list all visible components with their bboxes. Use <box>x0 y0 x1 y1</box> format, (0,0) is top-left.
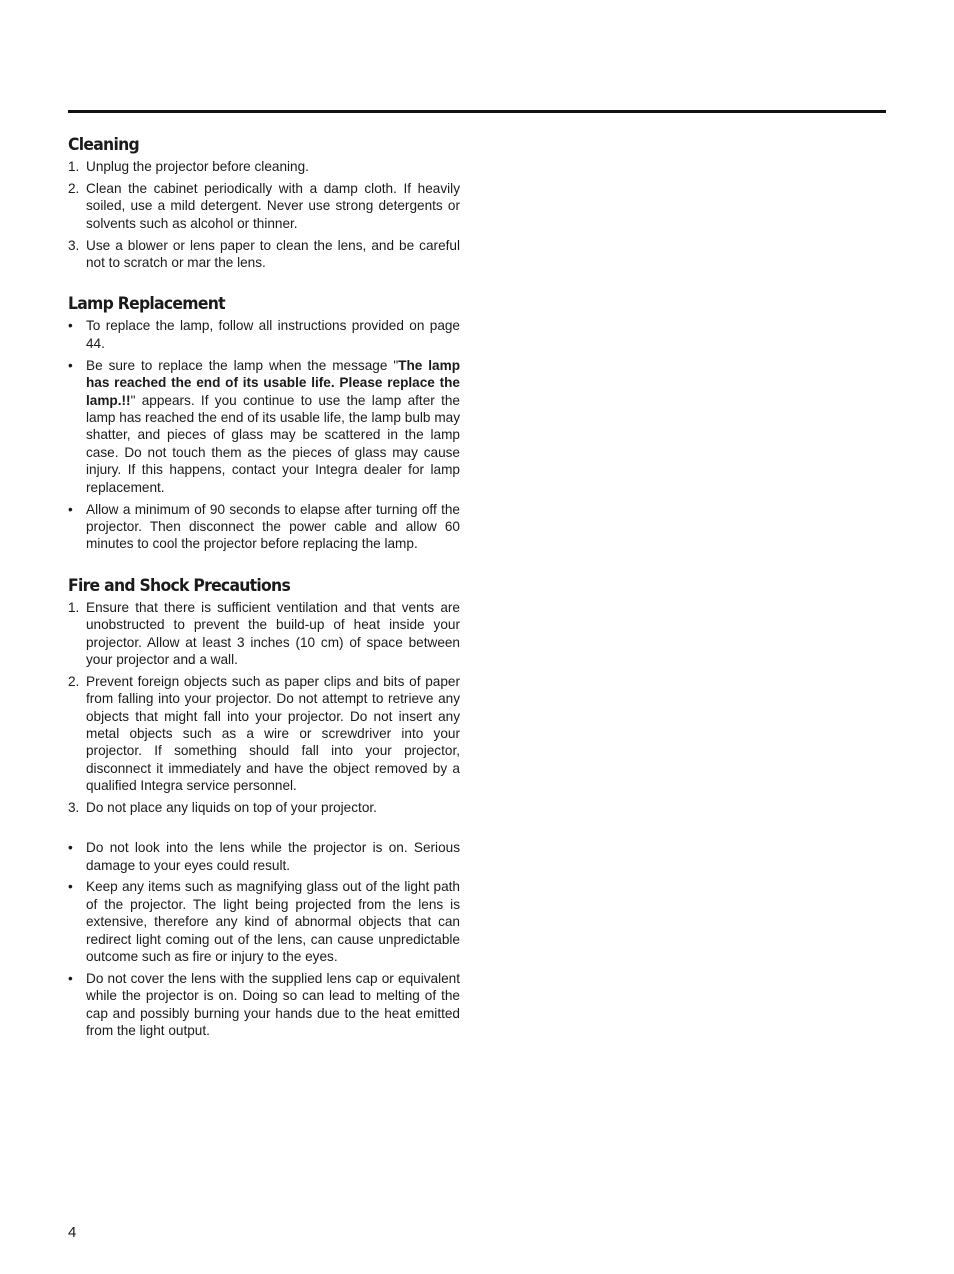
list-item-text: Clean the cabinet periodically with a damp cloth. If heavily soiled, use a mild detergent. Never use strong detergents or solvents such as alcohol or thinner. <box>86 180 460 231</box>
list-item-text: Keep any items such as magnifying glass out of the light path of the projector. The light being projected from the lens is extensive, therefore any kind of abnormal objects that can redirect light coming out of the lens, can cause unpredictable outcome such as fire or injury to the eyes. <box>86 879 460 965</box>
list-item <box>68 180 460 232</box>
list-item-text: Use a blower or lens paper to clean the lens, and be careful not to scratch or mar the lens. <box>86 237 460 271</box>
bullet-marker: • <box>68 501 73 517</box>
bullet-marker: • <box>68 318 73 334</box>
list-item <box>68 158 460 175</box>
list-item <box>68 970 460 1040</box>
list-marker: 2. <box>68 180 80 196</box>
content-column <box>68 134 460 1062</box>
text-run: Be sure to replace the lamp when the message " <box>86 357 399 373</box>
list-marker: 3. <box>68 800 80 816</box>
list-item <box>68 317 460 352</box>
bullet-marker: • <box>68 840 73 856</box>
bullet-marker: • <box>68 879 73 895</box>
lens-safety-list <box>68 839 460 1039</box>
list-item-text: Do not place any liquids on top of your projector. <box>86 800 377 816</box>
list-marker: 1. <box>68 159 80 174</box>
list-item-text <box>86 357 460 496</box>
list-item <box>68 799 460 816</box>
list-item <box>68 839 460 874</box>
list-item-text: Allow a minimum of 90 seconds to elapse after turning off the projector. Then disconnect the power cable and allow 60 minutes to cool the projector before replacing the lamp. <box>86 501 460 552</box>
list-item <box>68 673 460 795</box>
list-item <box>68 357 460 496</box>
list-marker: 1. <box>68 599 80 615</box>
section-lamp-replacement <box>68 293 460 552</box>
section-title: Lamp Replacement <box>68 294 225 315</box>
list-item <box>68 599 460 669</box>
bullet-marker: • <box>68 357 73 373</box>
list-marker: 3. <box>68 237 80 253</box>
list-item-text: Ensure that there is sufficient ventilation and that vents are unobstructed to prevent the build-up of heat inside your projector. Allow at least 3 inches (10 cm) of space between your projector and a wall. <box>86 599 460 667</box>
spacer <box>68 821 460 839</box>
list-item-text: Do not look into the lens while the projector is on. Serious damage to your eyes could result. <box>86 840 460 873</box>
list-item <box>68 878 460 965</box>
page-number: 4 <box>68 1224 77 1241</box>
text-run: " appears. If you continue to use the lamp after the lamp has reached the end of its usable life, the lamp bulb may shatter, and pieces of glass may be scattered in the lamp case. Do not touch them as the pieces of glass may cause injury. If this happens, contact your Integra dealer for lamp replacement. <box>86 392 460 495</box>
list-marker: 2. <box>68 673 80 689</box>
cleaning-list <box>68 158 460 271</box>
list-item-text: Unplug the projector before cleaning. <box>86 159 309 174</box>
header-rule <box>68 110 886 113</box>
list-item <box>68 237 460 272</box>
list-item-text: Prevent foreign objects such as paper clips and bits of paper from falling into your projector. Do not attempt to retrieve any objects that might fall into your projector. Do not insert any metal objects such as a wire or screwdriver into your projector. If something should fall into your projector, disconnect it immediately and have the object removed by a qualified Integra service personnel. <box>86 673 460 794</box>
section-title: Fire and Shock Precautions <box>68 575 291 596</box>
list-item <box>68 501 460 553</box>
warning-message: The lamp has reached the end of its usable life. Please replace the lamp.!! <box>86 357 461 408</box>
fire-list <box>68 599 460 817</box>
section-title: Cleaning <box>68 135 139 155</box>
list-item-text: Do not cover the lens with the supplied lens cap or equivalent while the projector is on. Doing so can lead to melting of the cap and possibly burning your hands due to the heat emitted from the light output. <box>86 970 460 1039</box>
bullet-marker: • <box>68 970 73 986</box>
lamp-list <box>68 317 460 552</box>
list-item-text: To replace the lamp, follow all instructions provided on page 44. <box>86 318 460 351</box>
section-cleaning <box>68 134 460 271</box>
section-fire-shock <box>68 575 460 1040</box>
